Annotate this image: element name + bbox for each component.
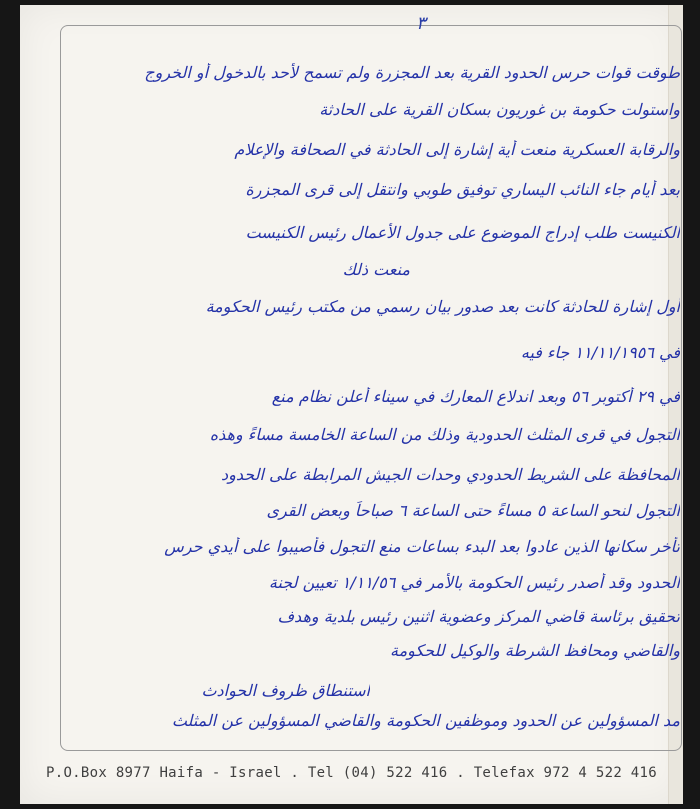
- handwritten-line: التجول في قرى المثلث الحدودية وذلك من الساعة الخامسة مساءً وهذه: [209, 425, 680, 444]
- handwritten-line: المحافظة على الشريط الحدودي وحدات الجيش المرابطة على الحدود: [221, 465, 680, 484]
- handwritten-line: بعد أيام جاء النائب اليساري توفيق طوبي وانتقل إلى قرى المجزرة: [245, 180, 680, 199]
- handwritten-line: استنطاق ظروف الحوادث: [201, 681, 370, 700]
- letter-page: [20, 5, 683, 804]
- handwritten-line: واستولت حكومة بن غوريون بسكان القرية على الحادثة: [319, 100, 680, 119]
- handwritten-line: تحقيق برئاسة قاضي المركز وعضوية اثنين رئيس بلدية وهدف: [277, 607, 680, 626]
- handwritten-line: في ١١/١١/١٩٥٦ جاء فيه: [520, 343, 680, 362]
- handwritten-line: أول إشارة للحادثة كانت بعد صدور بيان رسمي من مكتب رئيس الحكومة: [205, 297, 680, 316]
- handwritten-line: الحدود وقد أصدر رئيس الحكومة بالأمر في ١/١١/٥٦ تعيين لجنة: [268, 573, 680, 592]
- letterhead-footer: P.O.Box 8977 Haifa - Israel . Tel (04) 522 416 . Telefax 972 4 522 416: [45, 765, 657, 781]
- handwritten-line: منعت ذلك: [342, 260, 410, 279]
- handwritten-line: التجول لنحو الساعة ٥ مساءً حتى الساعة ٦ صباحاً وبعض القرى: [266, 501, 680, 520]
- handwritten-line: مد المسؤولين عن الحدود وموظفين الحكومة والقاضي المسؤولين عن المثلث: [171, 711, 680, 730]
- page-number: ٣: [416, 13, 426, 34]
- handwritten-line: الكنيست طلب إدراج الموضوع على جدول الأعمال رئيس الكنيست: [245, 223, 680, 242]
- handwritten-line: والرقابة العسكرية منعت أية إشارة إلى الحادثة في الصحافة والإعلام: [234, 140, 680, 159]
- handwritten-line: تأخر سكانها الذين عادوا بعد البدء بساعات منع التجول فأصيبوا على أيدي حرس: [164, 537, 680, 556]
- handwritten-line: في ٢٩ أكتوبر ٥٦ وبعد اندلاع المعارك في سيناء أعلن نظام منع: [271, 387, 680, 406]
- handwritten-line: والقاضي ومحافظ الشرطة والوكيل للحكومة: [390, 641, 680, 660]
- handwritten-line: طوقت قوات حرس الحدود القرية بعد المجزرة ولم تسمح لأحد بالدخول أو الخروج: [144, 63, 680, 82]
